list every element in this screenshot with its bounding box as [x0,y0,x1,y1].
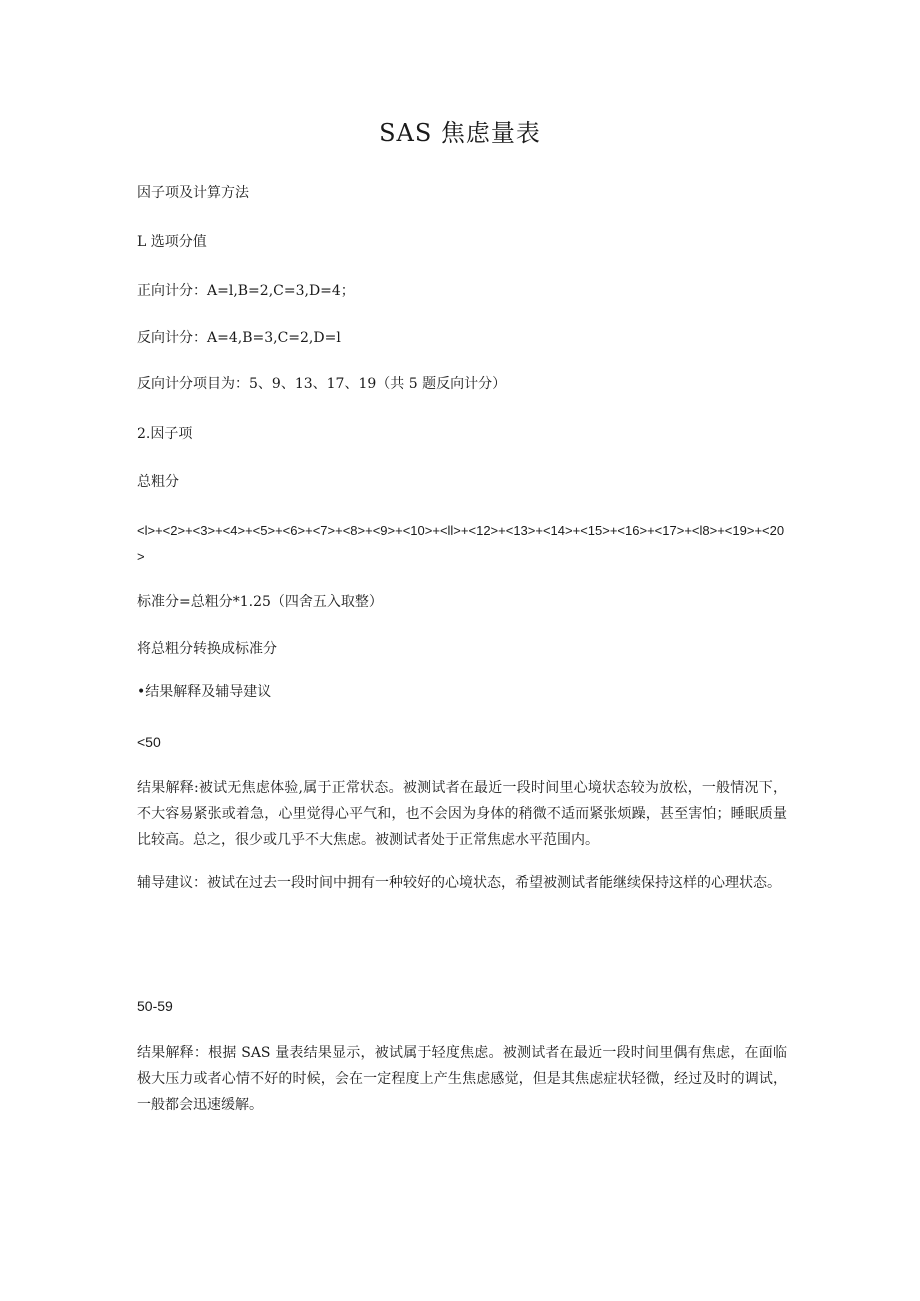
forward-scoring-text: 正向计分：A=l,B=2,C=3,D=4； [137,283,355,299]
range-label-below-50: <50 [137,734,161,750]
convert-note: 将总粗分转换成标准分 [137,641,277,657]
reverse-items-text: 反向计分项目为：5、9、13、17、19（共 5 题反向计分） [137,376,507,392]
interpretation-50-59: 结果解释：根据 SAS 量表结果显示，被试属于轻度焦虑。被测试者在最近一段时间里偶有焦虑，在面临极大压力或者心情不好的时候，会在一定程度上产生焦虑感觉，但是其焦虑症状轻微，经过及时的调试，一般都会迅速缓解。 [137,1045,787,1113]
factor-heading: 2.因子项 [137,426,193,442]
total-raw-label: 总粗分 [137,474,179,490]
advice-below-50: 辅导建议：被试在过去一段时间中拥有一种较好的心境状态，希望被测试者能继续保持这样的心理状态。 [137,875,781,891]
range-label-50-59: 50-59 [137,998,173,1014]
total-raw-formula: <l>+<2>+<3>+<4>+<5>+<6>+<7>+<8>+<9>+<10>+<ll>+<12>+<13>+<14>+<15>+<16>+<17>+<l8>+<19>+<20> [137,523,785,564]
page-title: SAS 焦虑量表 [379,119,541,147]
result-heading: •结果解释及辅导建议 [137,684,272,700]
section-heading: 因子项及计算方法 [137,185,249,201]
reverse-scoring-text: 反向计分：A=4,B=3,C=2,D=l [137,330,341,346]
interpretation-below-50: 结果解释:被试无焦虑体验,属于正常状态。被测试者在最近一段时间里心境状态较为放松，一般情况下，不大容易紧张或着急，心里觉得心平气和，也不会因为身体的稍微不适而紧张烦躁，甚至害怕；睡眠质量比较高。总之，很少或几乎不大焦虑。被测试者处于正常焦虑水平范围内。 [137,780,787,848]
standard-score-formula: 标准分=总粗分*1.25（四舍五入取整） [137,594,383,610]
option-score-heading: L 选项分值 [137,234,207,250]
